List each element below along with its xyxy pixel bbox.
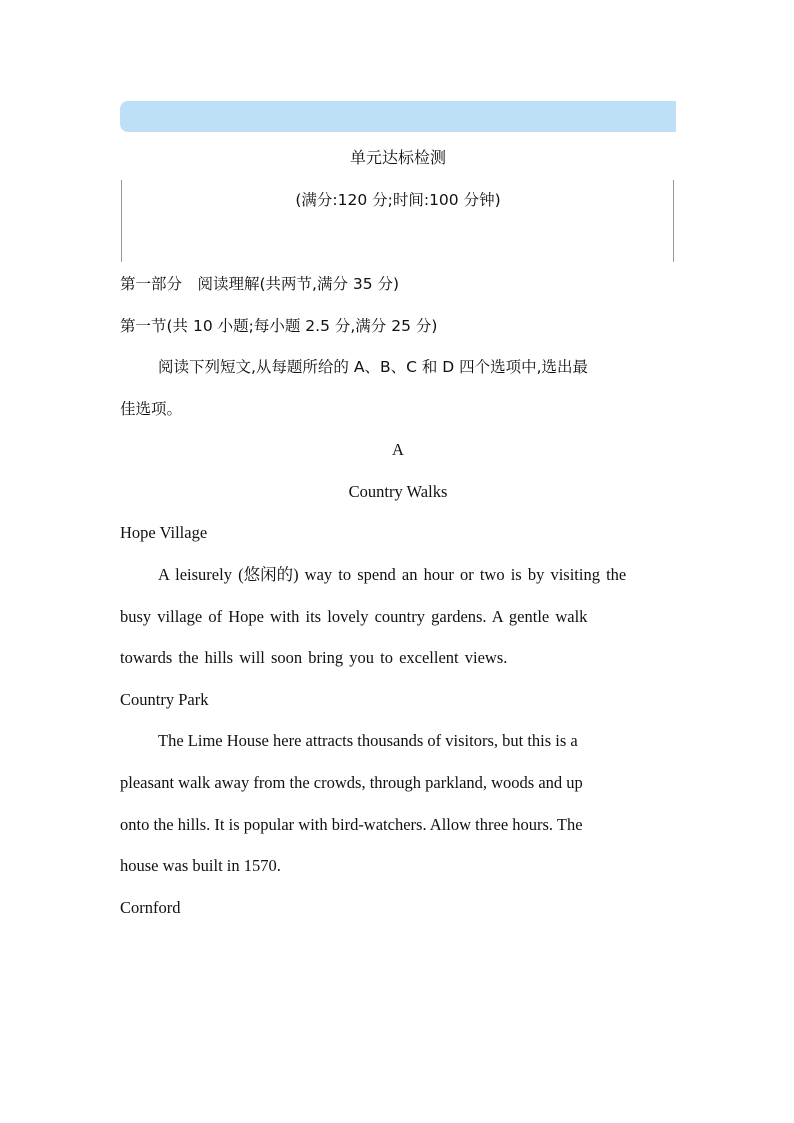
section-heading-cornford: Cornford bbox=[120, 898, 181, 917]
paragraph-line: house was built in 1570. bbox=[120, 856, 281, 875]
paragraph-line: busy village of Hope with its lovely country gardens. A gentle walk bbox=[120, 607, 588, 626]
passage-title: Country Walks bbox=[348, 482, 448, 501]
instruction-line-1: 阅读下列短文,从每题所给的 A、B、C 和 D 四个选项中,选出最 bbox=[158, 358, 589, 376]
paragraph-line: towards the hills will soon bring you to excellent views. bbox=[120, 648, 508, 667]
header-banner bbox=[120, 101, 676, 132]
page-title: 单元达标检测 bbox=[349, 148, 446, 167]
frame-right-border bbox=[673, 180, 674, 262]
section-heading-country-park: Country Park bbox=[120, 690, 209, 709]
passage-label: A bbox=[392, 440, 404, 459]
paragraph-line: The Lime House here attracts thousands of visitors, but this is a bbox=[158, 731, 578, 750]
instruction-line-2: 佳选项。 bbox=[120, 400, 183, 418]
part-heading: 第一部分 阅读理解(共两节,满分 35 分) bbox=[120, 275, 400, 293]
subsection-heading: 第一节(共 10 小题;每小题 2.5 分,满分 25 分) bbox=[120, 317, 438, 335]
frame-left-border bbox=[121, 180, 122, 262]
paragraph-line: pleasant walk away from the crowds, through parkland, woods and up bbox=[120, 773, 583, 792]
section-heading-hope-village: Hope Village bbox=[120, 523, 208, 542]
score-time-subtitle: (满分:120 分;时间:100 分钟) bbox=[295, 191, 501, 209]
paragraph-line: A leisurely (悠闲的) way to spend an hour or two is by visiting the bbox=[158, 565, 627, 584]
paragraph-line: onto the hills. It is popular with bird-watchers. Allow three hours. The bbox=[120, 815, 583, 834]
